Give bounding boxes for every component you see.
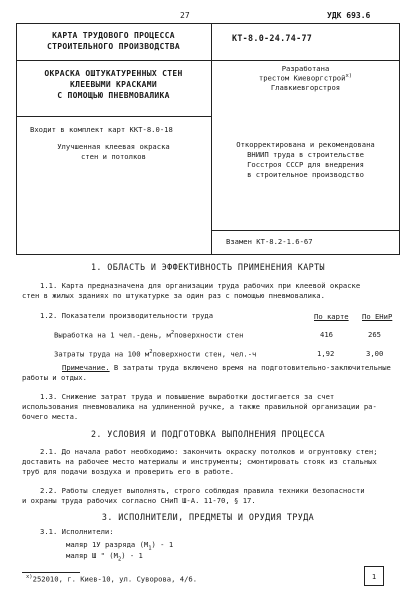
included-in-set: Входит в комплект карт ККТ-8.0-18 [30, 125, 173, 134]
section2-p1-line2: доставить на рабочее место материалы и инструменты; смонтировать стояк из стальных [22, 457, 377, 466]
footnote-text: 252010, г. Киев-10, ул. Суворова, 4/6. [32, 574, 198, 584]
subject-line3: С ПОМОЩЬЮ ПНЕВМОВАЛИКА [57, 91, 170, 100]
worker2-row [66, 551, 143, 564]
subset-line1: Улучшенная клеевая окраска [57, 142, 170, 151]
approved-line2: ВНИИП труда в строительстве [247, 150, 364, 159]
worker2-sub: 2 [117, 556, 122, 563]
footnote-mark-bottom: х) [26, 574, 33, 580]
note-line1 [62, 363, 391, 373]
title-block [16, 23, 400, 255]
page-number: 27 [180, 11, 190, 20]
section1-p1-line2: стен в жилых зданиях по штукатурке за один раз с помощью пневмовалика. [22, 291, 325, 300]
productivity-row-labor [54, 349, 256, 360]
section2-p1-line1: 2.1. До начала работ необходимо: закончить окраску потолков и огрунтовку стен; [40, 447, 378, 456]
section2-p1-line3: труб для подачи воздуха и проверить его в работе. [22, 467, 235, 476]
note-text: В затраты труда включено время на подготовительно-заключительные [109, 363, 391, 372]
section1-p3-line3: бочего места. [22, 412, 79, 421]
title-block-divider-vertical [211, 23, 212, 255]
approved-line3: Госстроя СССР для внедрения [247, 160, 364, 169]
developed-line1: Разработана [281, 64, 330, 73]
replaces-card: Взамен КТ-8.2-1.6-67 [226, 237, 313, 246]
row-labor-label: Затраты труда на 100 м [54, 349, 150, 359]
approved-line1: Откорректирована и рекомендована [236, 140, 375, 149]
row-output-tail: поверхности стен [174, 330, 244, 340]
row-labor-sup: 2 [149, 349, 153, 355]
row-labor-tail: поверхности стен, чел.-ч [152, 349, 257, 359]
worker1-tail: ) - 1 [151, 540, 174, 549]
title-block-divider-2 [16, 116, 211, 117]
row-output-label: Выработка на 1 чел.-день, м [54, 330, 171, 340]
developed-line2 [211, 73, 400, 82]
udk-code: УДК 693.6 [327, 11, 371, 20]
title-block-divider-1 [16, 60, 400, 61]
subject-line1: ОКРАСКА ОШТУКАТУРЕННЫХ СТЕН [44, 69, 183, 78]
footnote [26, 574, 197, 583]
column-header-enir: По ЕНиР [362, 312, 393, 321]
footnote-mark: х) [345, 73, 353, 79]
section2-p2-line2: и охраны труда рабочих согласно СНиП Ш-А. 11-70, § 17. [22, 496, 256, 505]
section1-p3-line1: 1.3. Снижение затрат труда и повышение выработки достигается за счет [40, 392, 335, 401]
developed-org: трестом Киеворгстрой [258, 73, 346, 83]
row-labor-card-value: 1,92 [317, 349, 335, 358]
section1-heading: 1. ОБЛАСТЬ И ЭФФЕКТИВНОСТЬ ПРИМЕНЕНИЯ КАРТЫ [90, 262, 325, 272]
note-line2: работы и отдых. [22, 373, 87, 382]
row-output-enir-value: 265 [368, 330, 381, 339]
subset-line2: стен и потолков [81, 152, 146, 161]
title-block-divider-3 [211, 230, 400, 231]
section3-p1: 3.1. Исполнители: [40, 527, 114, 536]
row-labor-enir-value: 3,00 [366, 349, 384, 358]
approved-line4: в строительное производство [247, 170, 364, 179]
subject-line2: КЛЕЕВЫМИ КРАСКАМИ [70, 80, 157, 89]
page-box-number: 1 [371, 572, 377, 581]
section2-p2-line1: 2.2. Работы следует выполнять, строго соблюдая правила техники безопасности [40, 486, 365, 495]
note-label: Примечание. [62, 363, 110, 372]
section1-p2-label: 1.2. Показатели производительности труда [40, 311, 214, 320]
worker1-label: маляр 1У разряда (М [66, 540, 149, 549]
card-title-line1: КАРТА ТРУДОВОГО ПРОЦЕССА [52, 31, 175, 40]
card-code: КТ-8.0-24.74-77 [232, 33, 313, 43]
worker2-label: маляр Ш " (М [66, 551, 118, 560]
card-title-line2: СТРОИТЕЛЬНОГО ПРОИЗВОДСТВА [46, 42, 181, 51]
worker1-sub: 1 [148, 545, 152, 552]
developed-line3: Главкиевгорстроя [270, 83, 341, 92]
row-output-sup: 2 [170, 330, 175, 336]
footnote-rule [22, 572, 80, 573]
section3-heading: 3. ИСПОЛНИТЕЛИ, ПРЕДМЕТЫ И ОРУДИЯ ТРУДА [101, 512, 315, 522]
column-header-card: По карте [314, 312, 349, 321]
section1-p3-line2: использования пневмовалика на удлиненной ручке, а также правильной организации ра- [22, 402, 377, 411]
worker2-tail: ) - 1 [121, 551, 143, 560]
productivity-row-output [54, 330, 243, 341]
row-output-card-value: 416 [320, 330, 333, 339]
section2-heading: 2. УСЛОВИЯ И ПОДГОТОВКА ВЫПОЛНЕНИЯ ПРОЦЕССА [90, 429, 325, 439]
section1-p1-line1: 1.1. Карта предназначена для организации труда рабочих при клеевой окраске [40, 281, 361, 290]
